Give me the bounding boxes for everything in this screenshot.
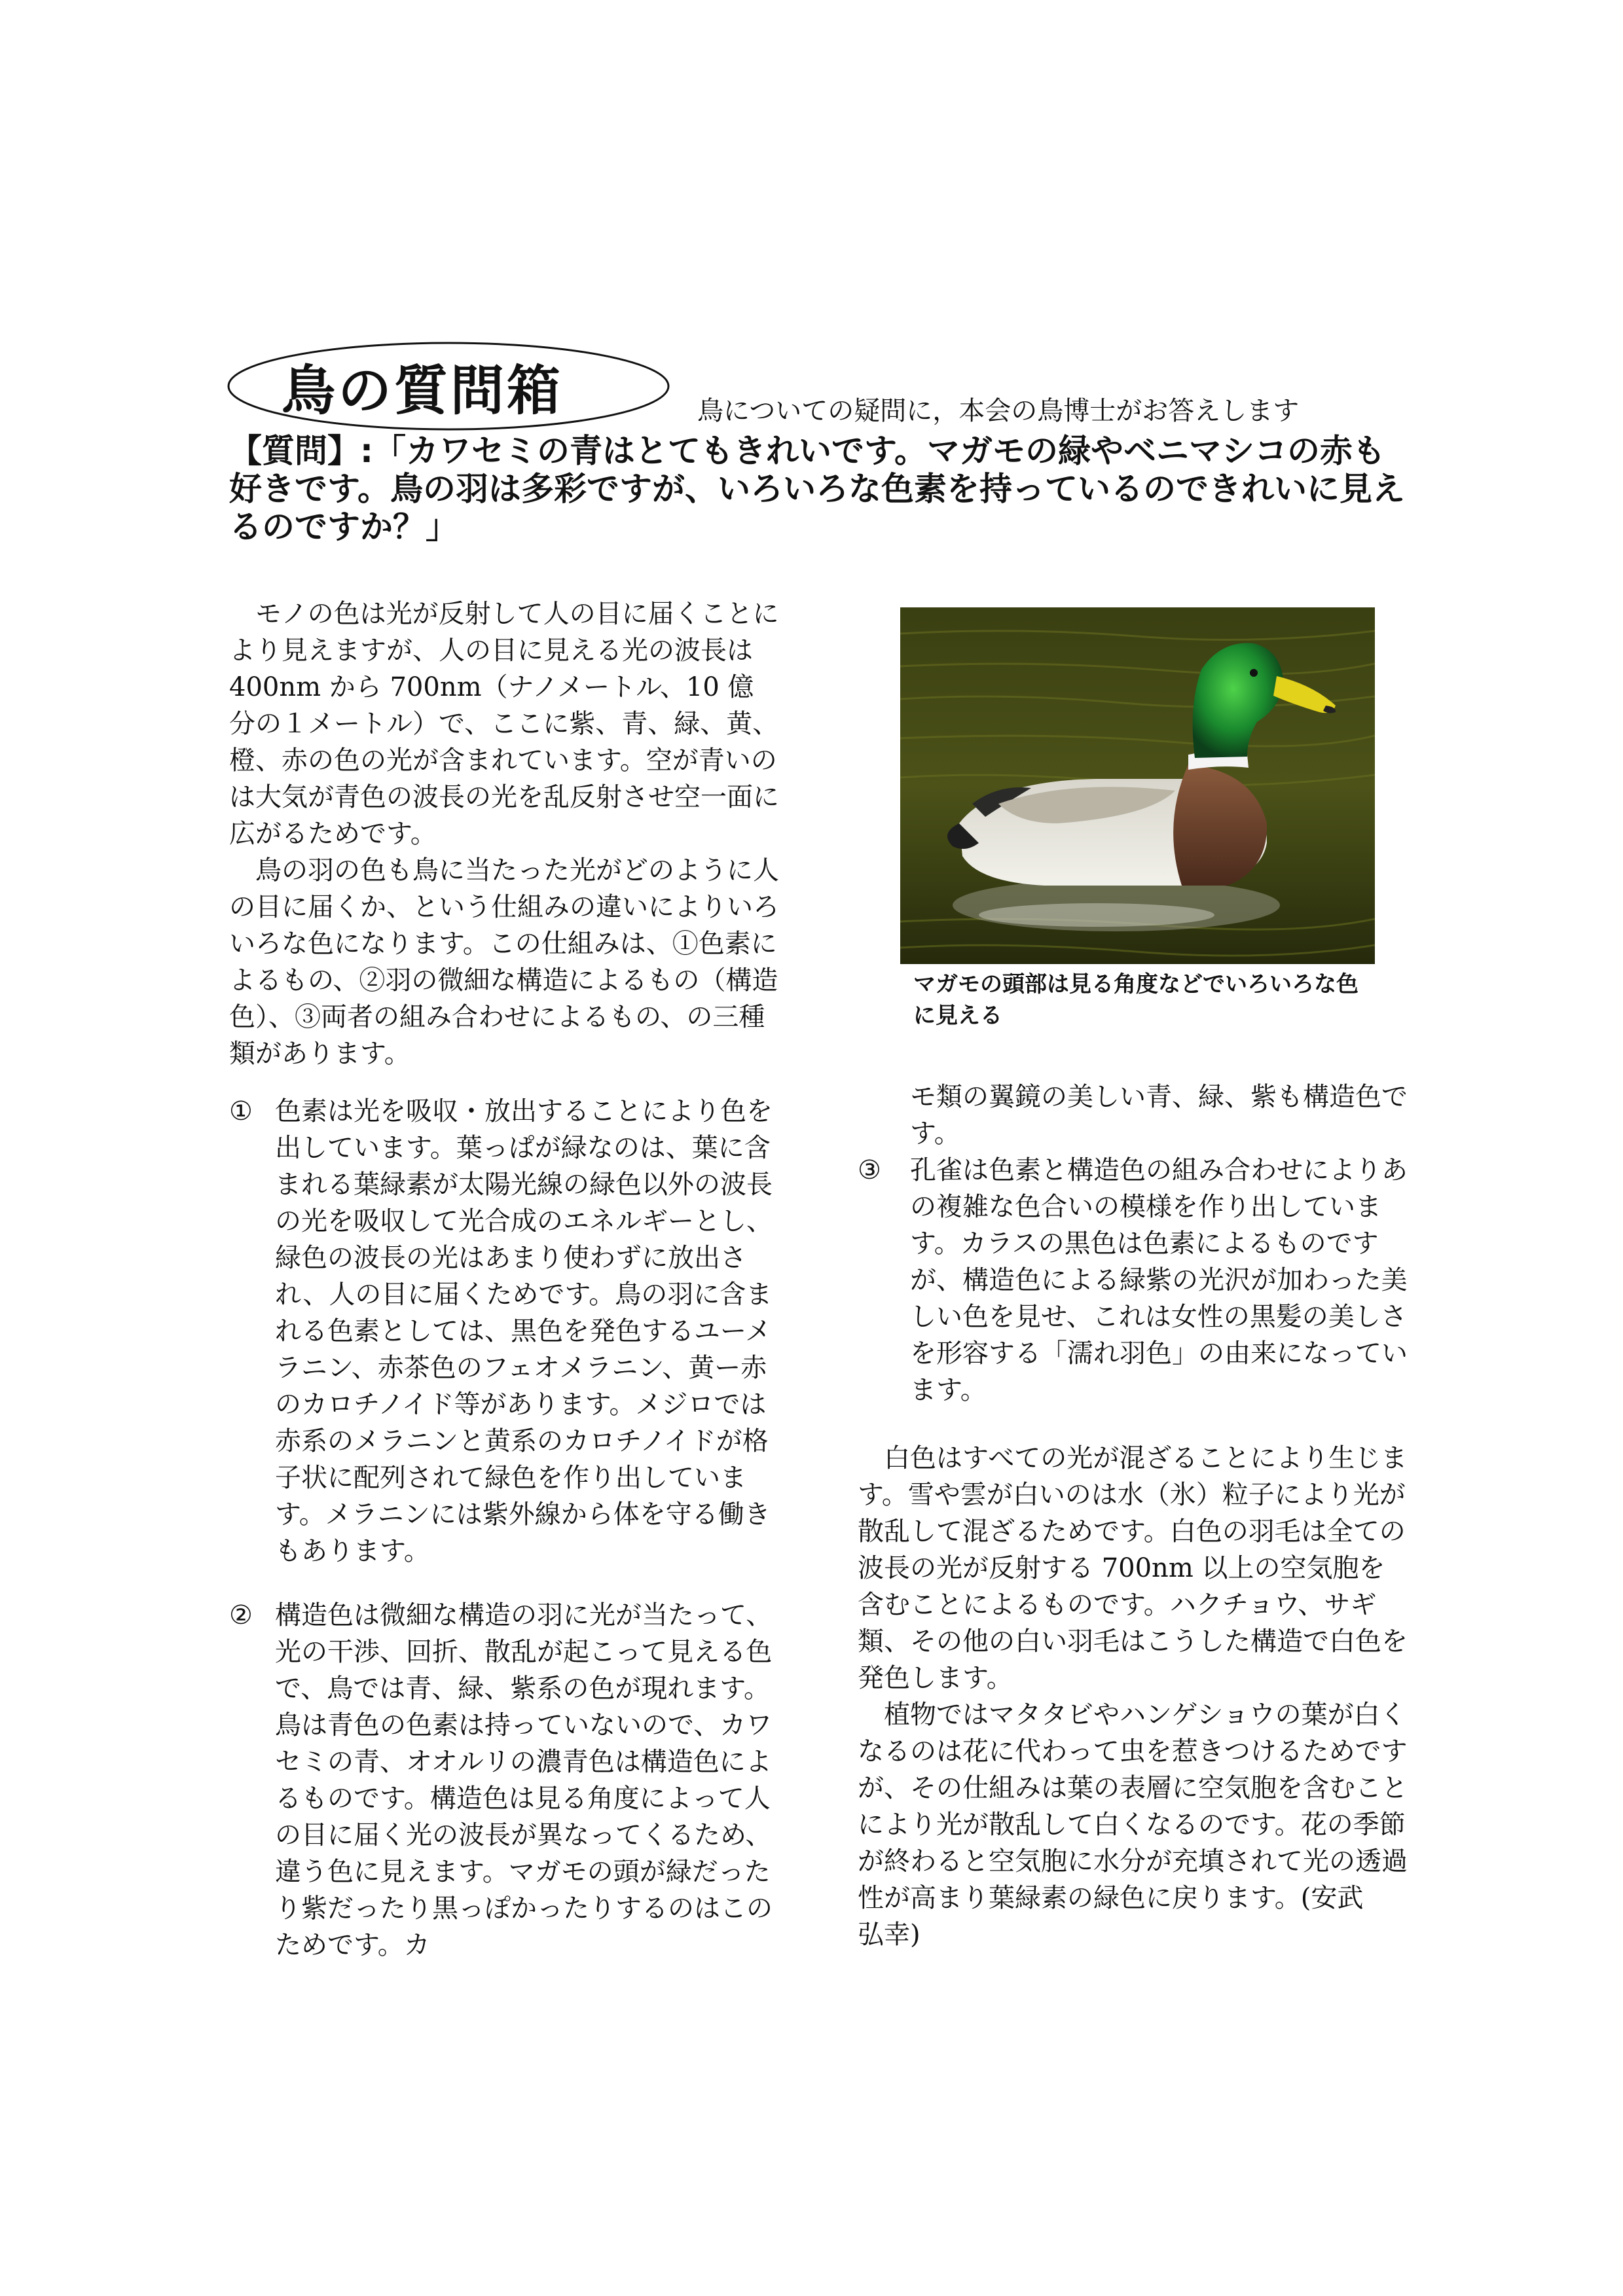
item-number: ① bbox=[229, 1096, 253, 1126]
item-text: 色素は光を吸収・放出することにより色を出しています。葉っぱが緑なのは、葉に含まれる葉緑素が太陽光線の緑色以外の波長の光を吸収して光合成のエネルギーとし、緑色の波長の光はあまり使わずに放出され、人の目に届くためです。鳥の羽に含まれる色素としては、黒色を発色するユーメラニン、赤茶色のフェオメラニン、黄ー赤のカロチノイド等があります。メジロでは赤系のメラニンと黄系のカロチノイドが格子状に配列されて緑色を作り出しています。メラニンには紫外線から体を守る働きもあります。 bbox=[275, 1096, 773, 1566]
page-title: 鳥の質問箱 bbox=[282, 360, 564, 422]
item-number: ③ bbox=[858, 1155, 881, 1185]
intro-paragraph-2: 鳥の羽の色も鳥に当たった光がどのように人の目に届くか、という仕組みの違いによりいろいろな色になります。この仕組みは、①色素によるもの、②羽の微細な構造によるもの（構造色）、③両者の組み合わせによるもの、の三種類があります。 bbox=[229, 855, 779, 1069]
item-number: ② bbox=[229, 1600, 253, 1630]
photo-caption: マガモの頭部は見る角度などでいろいろな色に見える bbox=[913, 971, 1359, 1029]
question-label: 【質問】 bbox=[229, 432, 360, 470]
duck-icon bbox=[900, 607, 1375, 964]
item-2-continued: モ類の翼鏡の美しい青、緑、紫も構造色です。 bbox=[910, 1082, 1408, 1149]
page-subtitle: 鳥についての疑問に，本会の鳥博士がお答えします bbox=[697, 396, 1300, 426]
mallard-photo bbox=[900, 607, 1375, 964]
outro-text bbox=[858, 1440, 1408, 1953]
outro-paragraph-2: 植物ではマタタビやハンゲショウの葉が白くなるのは花に代わって虫を惹きつけるためですが、その仕組みは葉の表層に空気胞を含むことにより光が散乱して白くなるのです。花の季節が終わると空気胞に水分が充填されて光の透過性が高まり葉緑素の緑色に戻ります。(安武 弘幸) bbox=[858, 1700, 1408, 1950]
item-text: 構造色は微細な構造の羽に光が当たって、光の干渉、回折、散乱が起こって見える色で、鳥では青、緑、紫系の色が現れます。鳥は青色の色素は持っていないので、カワセミの青、オオルリの濃青色は構造色によるものです。構造色は見る角度によって人の目に届く光の波長が異なってくるため、違う色に見えます。マガモの頭が緑だったり紫だったり黒っぽかったりするのはこのためです。カ bbox=[275, 1600, 773, 1960]
item-text: 孔雀は色素と構造色の組み合わせによりあの複雑な色合いの模様を作り出しています。カラスの黒色は色素によるものですが、構造色による緑紫の光沢が加わった美しい色を見せ、これは女性の黒髪の美しさを形容する「濡れ羽色」の由来になっています。 bbox=[910, 1155, 1408, 1405]
list-item-2 bbox=[229, 1597, 792, 1964]
list-item-1 bbox=[229, 1093, 792, 1570]
question-text: :「カワセミの青はとてもきれいです。マガモの緑やベニマシコの赤も好きです。鳥の羽は多彩ですが、いろいろな色素を持っているのできれいに見えるのですか？」 bbox=[229, 432, 1405, 546]
intro-paragraph-1: モノの色は光が反射して人の目に届くことにより見えますが、人の目に見える光の波長は 400nm から 700nm（ナノメートル、10 億分の１メートル）で、ここに紫、青、緑、黄、橙、赤の色の光が含まれています。空が青いのは大気が青色の波長の光を乱反射させ空一面に広がるためです。 bbox=[229, 599, 779, 849]
question-block bbox=[229, 432, 1408, 546]
list-item-3 bbox=[858, 1152, 1421, 1408]
intro-text bbox=[229, 596, 779, 1072]
outro-paragraph-1: 白色はすべての光が混ざることにより生じます。雪や雲が白いのは水（氷）粒子により光が散乱して混ざるためです。白色の羽毛は全ての波長の光が反射する 700nm 以上の空気胞を含むことによるものです。ハクチョウ、サギ類、その他の白い羽毛はこうした構造で白色を発色します。 bbox=[858, 1443, 1408, 1693]
